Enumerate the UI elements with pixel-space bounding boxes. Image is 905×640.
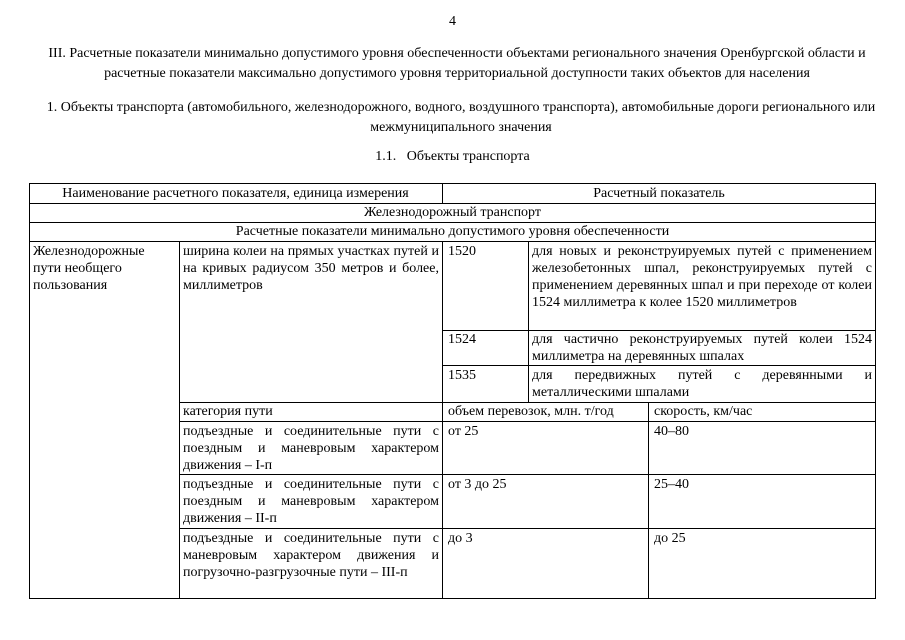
gauge-value: 1520: [448, 244, 476, 259]
table-border-right: [875, 183, 876, 599]
table-divider: [442, 241, 443, 599]
table-divider: [179, 421, 876, 422]
track-speed: до 25: [654, 531, 686, 546]
track-speed: 25–40: [654, 477, 689, 492]
track-category: подъездные и соединительные пути с поездным и маневровым характером движения – II-п: [183, 477, 439, 526]
gauge-indicator: ширина колеи на прямых участках путей и на кривых радиусом 350 метров и более, миллиметров: [183, 244, 439, 293]
transport-objects-table: [29, 183, 876, 599]
page-number: 4: [449, 14, 456, 29]
gauge-description: для частично реконструируемых путей колеи 1524 миллиметра на деревянных шпалах: [532, 332, 872, 364]
section-title: III. Расчетные показатели минимально допустимого уровня обеспеченности объектами регионального значения Оренбургской области и расчетные показатели максимально допустимого уровня территориальной доступности таких объектов для населения: [48, 46, 866, 81]
traffic-volume: от 3 до 25: [448, 477, 507, 492]
category-header: категория пути: [183, 404, 273, 419]
table-divider: [442, 365, 876, 366]
gauge-description: для новых и реконструируемых путей с применением железобетонных шпал, реконструируемых путей с применением деревянных шпал и при переходе от колеи 1524 миллиметра к колее 1520 миллиметров: [532, 244, 872, 310]
table-divider: [179, 528, 876, 529]
gauge-description: для передвижных путей с деревянными и металлическими шпалами: [532, 368, 872, 400]
traffic-volume: до 3: [448, 531, 473, 546]
header-indicator-value: Расчетный показатель: [593, 186, 725, 201]
table-divider: [29, 241, 876, 242]
volume-header: объем перевозок, млн. т/год: [448, 404, 614, 419]
table-divider: [179, 474, 876, 475]
table-border-top: [29, 183, 876, 184]
subgroup-row-label: Расчетные показатели минимально допустимого уровня обеспеченности: [235, 224, 670, 239]
speed-header: скорость, км/час: [654, 404, 753, 419]
table-divider: [648, 402, 649, 599]
header-indicator-name: Наименование расчетного показателя, единица измерения: [62, 186, 409, 201]
track-speed: 40–80: [654, 424, 689, 439]
track-category: подъездные и соединительные пути с поездным и маневровым характером движения – I-п: [183, 424, 439, 473]
table-border-bottom: [29, 598, 876, 599]
track-category: подъездные и соединительные пути с маневровым характером движения и погрузочно-разгрузочные пути – III-п: [183, 531, 439, 580]
gauge-value: 1524: [448, 332, 476, 347]
subsection-title: 1. Объекты транспорта (автомобильного, железнодорожного, водного, воздушного транспорта), автомобильные дороги регионального или межмуниципального значения: [46, 100, 876, 135]
table-title: 1.1. Объекты транспорта: [375, 149, 530, 164]
traffic-volume: от 25: [448, 424, 479, 439]
object-name: Железнодорожные пути необщего пользования: [33, 244, 145, 293]
group-row-label: Железнодорожный транспорт: [363, 205, 541, 220]
gauge-value: 1535: [448, 368, 476, 383]
